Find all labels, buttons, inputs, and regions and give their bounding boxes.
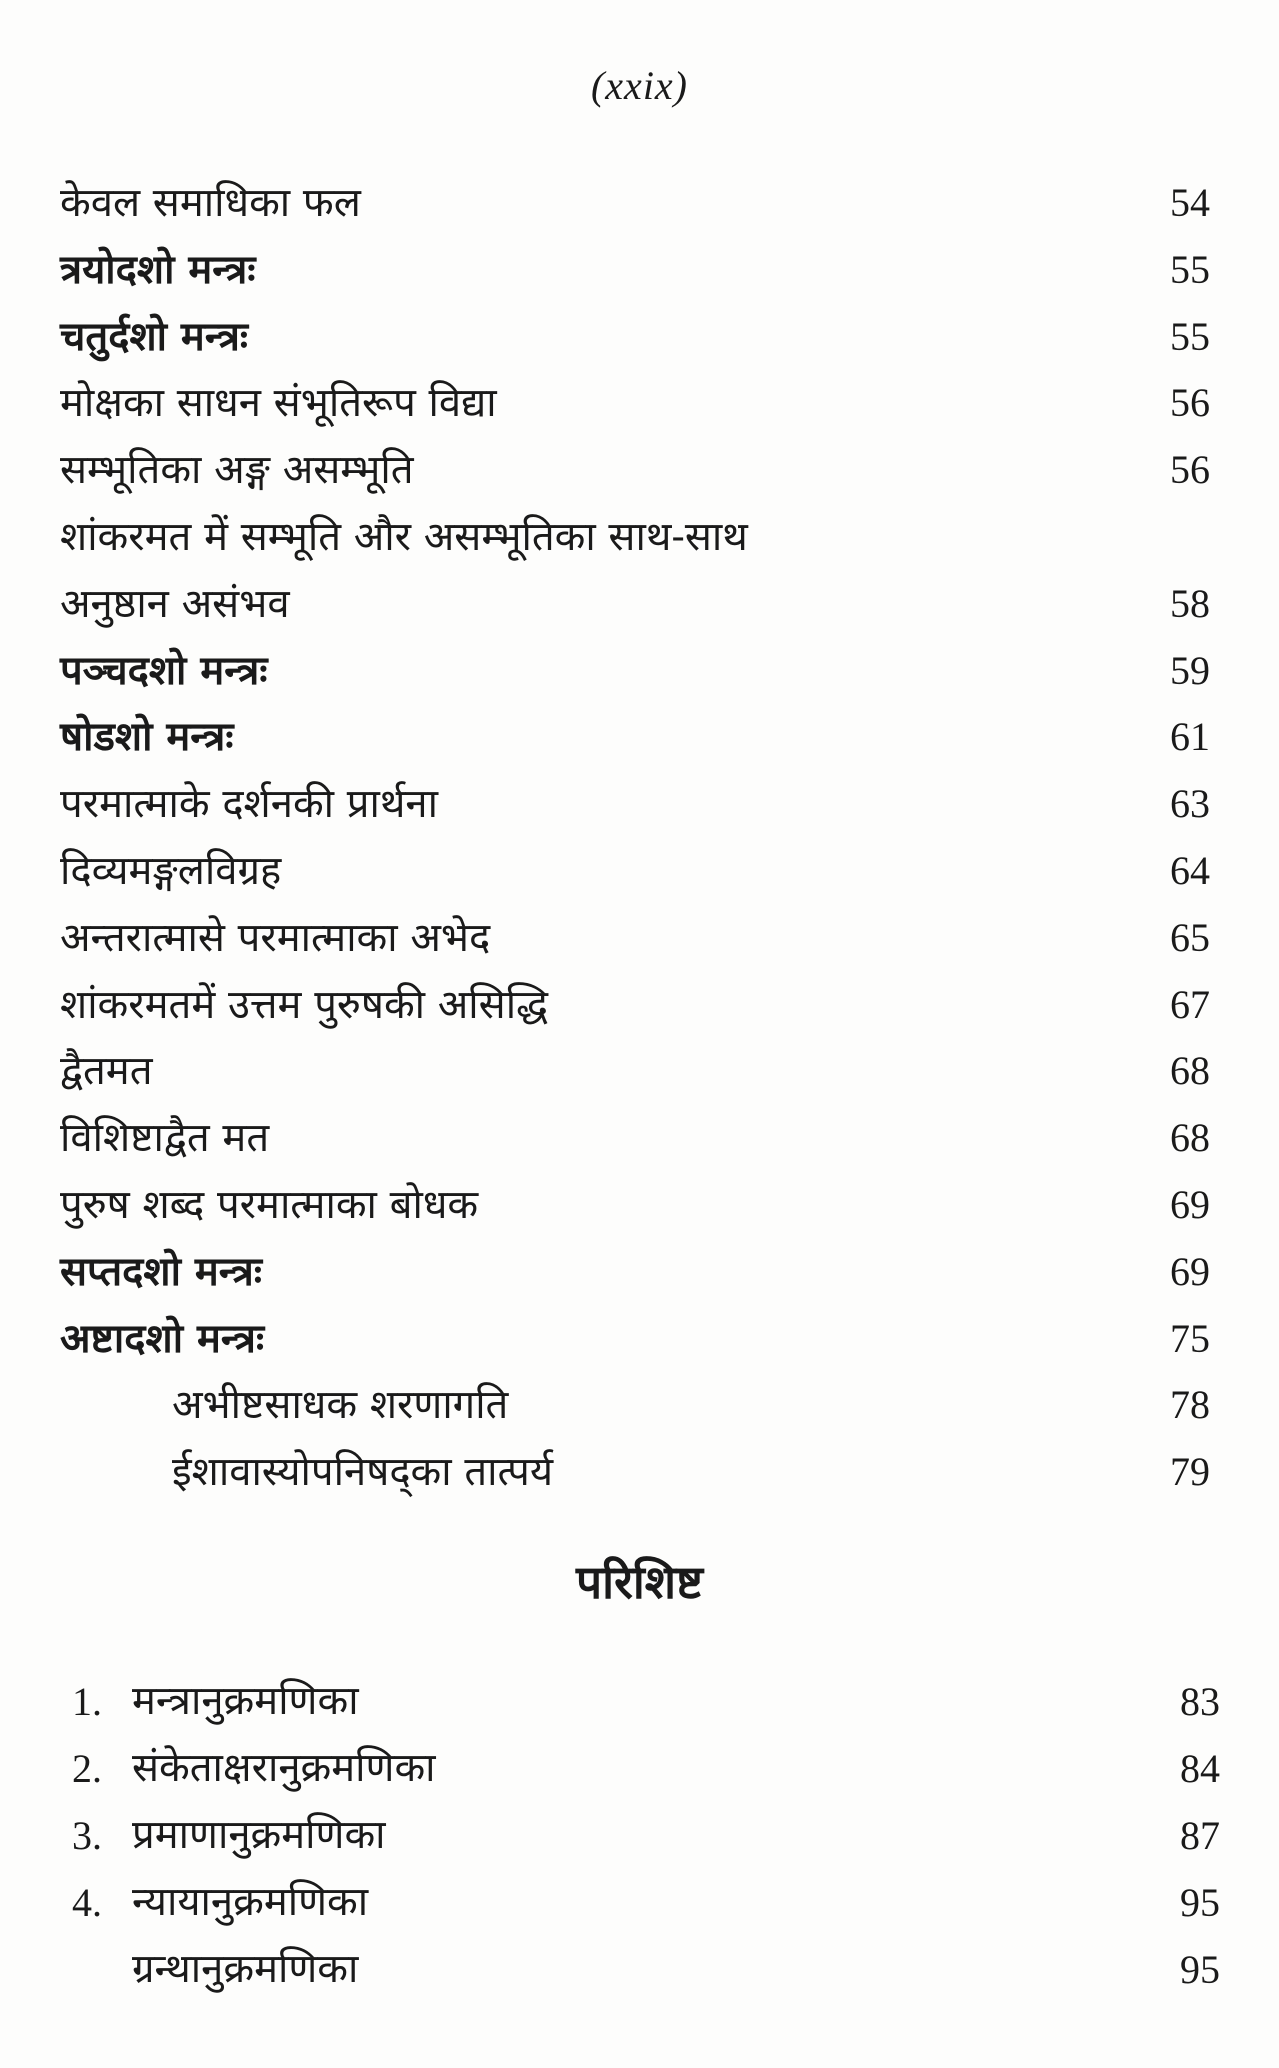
toc-entry	[60, 771, 1210, 838]
toc-entry-page: 55	[1170, 246, 1210, 292]
toc-entry-title: शांकरमत में सम्भूति और असम्भूतिका साथ-साथ	[60, 513, 748, 560]
appendix-item-page: 95	[1180, 1880, 1220, 1925]
appendix-item-number: 4.	[72, 1880, 102, 1925]
toc-entry-page: 54	[1170, 180, 1210, 225]
toc-entry-title: दिव्यमङ्गलविग्रह	[60, 847, 282, 894]
toc-entry-page: 67	[1170, 981, 1210, 1027]
appendix-item	[72, 1869, 1220, 1936]
toc-entry	[60, 370, 1210, 437]
appendix-item-title: प्रमाणानुक्रमणिका	[132, 1812, 386, 1858]
appendix-item-page: 83	[1180, 1679, 1220, 1724]
toc-entry-page: 69	[1170, 1248, 1210, 1294]
appendix-list	[72, 1668, 1220, 2003]
appendix-item-title: संकेताक्षरानुक्रमणिका	[132, 1745, 436, 1791]
toc-entry-page: 61	[1170, 714, 1210, 760]
toc-entry	[60, 1439, 1210, 1506]
toc-entry	[60, 638, 1210, 705]
page-number: (xxix)	[590, 63, 688, 108]
toc-entry-title: द्वैतमत	[60, 1048, 153, 1095]
toc-entry-title: पुरुष शब्द परमात्माका बोधक	[60, 1181, 479, 1228]
appendix-item-number: 2.	[72, 1746, 102, 1791]
toc-entry-page: 65	[1170, 914, 1210, 960]
toc-entry-title: त्रयोदशो मन्त्रः	[60, 245, 256, 293]
toc-entry-title: सप्तदशो मन्त्रः	[60, 1247, 262, 1295]
appendix-heading: परिशिष्ट	[576, 1555, 703, 1609]
toc-entry-title: चतुर्दशो मन्त्रः	[60, 312, 249, 360]
appendix-item-page: 95	[1180, 1947, 1220, 1992]
toc-entry	[60, 571, 1210, 638]
toc-entry	[60, 972, 1210, 1039]
toc-entry	[60, 304, 1210, 371]
toc-entry-title: पञ्चदशो मन्त्रः	[60, 646, 268, 694]
toc-entry-page: 78	[1170, 1382, 1210, 1428]
toc-entry-title: सम्भूतिका अङ्ग असम्भूति	[60, 447, 414, 494]
toc-entry-page: 79	[1170, 1449, 1210, 1495]
toc-entry-title: विशिष्टाद्वैत मत	[60, 1115, 270, 1162]
toc-entry-title: शांकरमतमें उत्तम पुरुषकी असिद्धि	[60, 981, 549, 1028]
toc-entry	[60, 170, 1210, 237]
toc-entry-title: अभीष्टसाधक शरणागति	[172, 1382, 509, 1429]
appendix-item	[72, 1802, 1220, 1869]
appendix-item-title: मन्त्रानुक्रमणिका	[132, 1678, 359, 1724]
toc-entry-page: 64	[1170, 847, 1210, 893]
toc-entry	[60, 504, 1210, 571]
table-of-contents	[60, 170, 1210, 1506]
toc-entry	[60, 838, 1210, 905]
toc-entry-title: ईशावास्योपनिषद्का तात्पर्य	[172, 1449, 554, 1496]
toc-entry-page: 75	[1170, 1315, 1210, 1361]
appendix-item-page: 87	[1180, 1813, 1220, 1858]
toc-entry-page: 58	[1170, 580, 1210, 626]
toc-entry	[60, 704, 1210, 771]
toc-entry	[60, 237, 1210, 304]
toc-entry-page: 68	[1170, 1115, 1210, 1161]
toc-entry-page: 59	[1170, 647, 1210, 693]
toc-entry-title: अनुष्ठान असंभव	[60, 580, 290, 627]
toc-entry-title: षोडशो मन्त्रः	[60, 713, 234, 761]
toc-entry	[60, 1172, 1210, 1239]
toc-entry	[60, 1306, 1210, 1373]
toc-entry	[60, 1239, 1210, 1306]
toc-entry	[60, 1372, 1210, 1439]
toc-entry	[60, 437, 1210, 504]
toc-entry-page: 56	[1170, 380, 1210, 426]
toc-entry-page: 55	[1170, 313, 1210, 359]
toc-entry	[60, 905, 1210, 972]
appendix-item	[72, 1936, 1220, 2003]
toc-entry-title: परमात्माके दर्शनकी प्रार्थना	[60, 781, 438, 828]
appendix-item-number: 3.	[72, 1813, 102, 1858]
appendix-item	[72, 1735, 1220, 1802]
appendix-item-number: 1.	[72, 1679, 102, 1724]
toc-entry-title: मोक्षका साधन संभूतिरूप विद्या	[60, 380, 497, 427]
toc-entry-page: 63	[1170, 781, 1210, 827]
toc-entry-page: 69	[1170, 1181, 1210, 1227]
toc-entry	[60, 1038, 1210, 1105]
toc-entry-page: 68	[1170, 1048, 1210, 1094]
appendix-item-title: न्यायानुक्रमणिका	[132, 1879, 369, 1925]
appendix-item-page: 84	[1180, 1746, 1220, 1791]
appendix-item-title: ग्रन्थानुक्रमणिका	[132, 1946, 359, 1992]
toc-entry-title: केवल समाधिका फल	[60, 180, 361, 226]
toc-entry-title: अष्टादशो मन्त्रः	[60, 1314, 265, 1362]
toc-entry-page: 56	[1170, 447, 1210, 493]
toc-entry-title: अन्तरात्मासे परमात्माका अभेद	[60, 914, 491, 961]
appendix-item	[72, 1668, 1220, 1735]
toc-entry	[60, 1105, 1210, 1172]
